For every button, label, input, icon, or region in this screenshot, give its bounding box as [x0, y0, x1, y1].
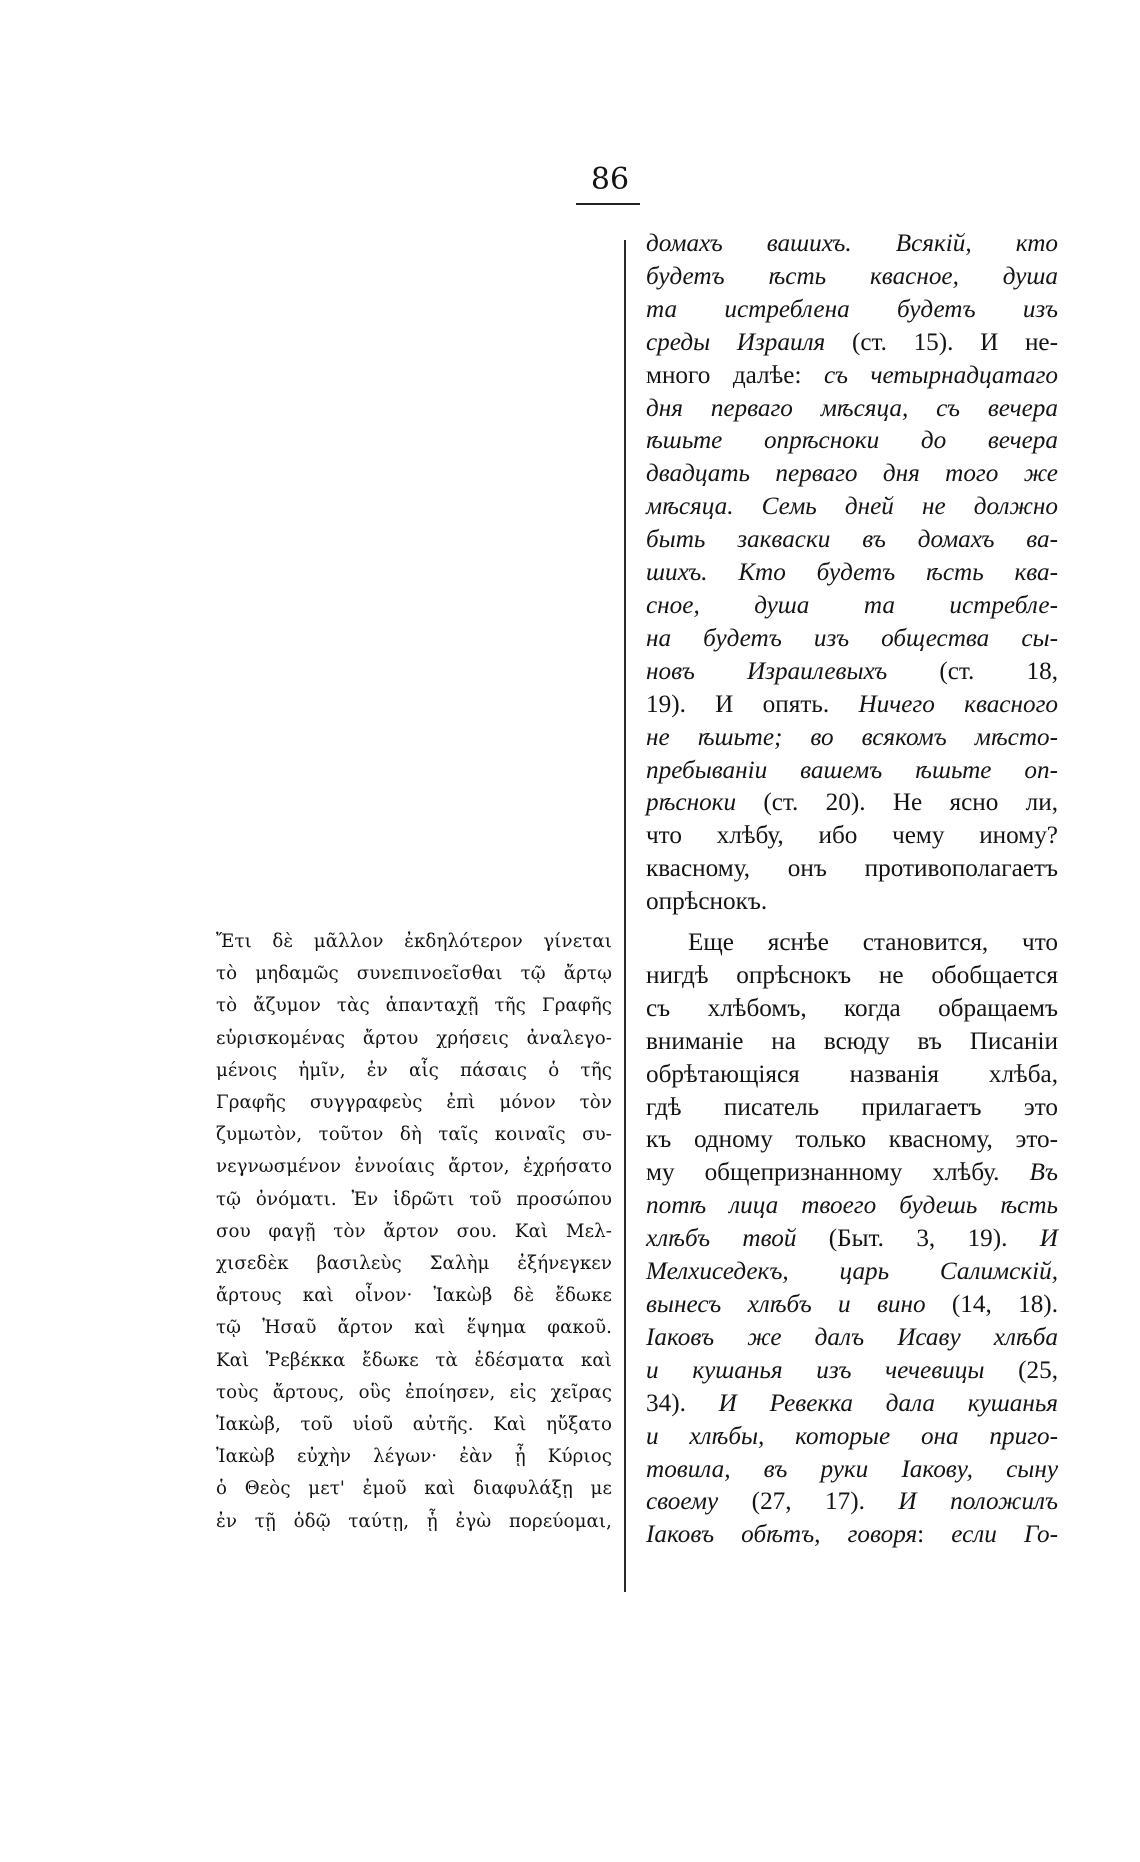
russian-text-line [646, 557, 1058, 590]
text-run: (ст. 20). Не ясно ли, [736, 789, 1058, 817]
italic-quotation: Мелхиседекъ, царь Салимскій, [646, 1258, 1058, 1286]
page-number: 86 [590, 162, 630, 197]
russian-text-line [646, 590, 1058, 623]
greek-text-line: τῷ ὀνόματι. Ἐν ἱδρῶτι τοῦ προσώπου [216, 1188, 612, 1210]
italic-quotation: вынесъ хлѣбъ и вино [646, 1291, 926, 1318]
text-run: (25, [984, 1356, 1059, 1384]
russian-text-line [646, 1421, 1058, 1454]
text-run: му общепризнанному хлѣбу. [646, 1159, 1030, 1187]
greek-text-line: μένοις ἡμῖν, ἐν αἷς πάσαις ὁ τῆς [216, 1059, 612, 1081]
greek-text-line: Ἔτι δὲ μᾶλλον ἐκδηλότερον γίνεται [216, 931, 612, 952]
text-run: опрѣснокъ. [646, 888, 768, 916]
page-number-underline [576, 203, 640, 205]
russian-text-line [646, 689, 1058, 722]
italic-quotation: и кушанья изъ чечевицы [646, 1356, 985, 1384]
russian-text-line [646, 1519, 1058, 1552]
italic-quotation: товила, въ руки Іакову, сыну [646, 1455, 1058, 1483]
paragraph-gap [646, 919, 1058, 927]
russian-text-line [646, 787, 1058, 820]
text-run: что хлѣбу, ибо чему иному? [646, 822, 1058, 850]
russian-text-line [646, 425, 1058, 458]
italic-quotation: пребываніи вашемъ ѣшьте оп- [646, 756, 1058, 784]
greek-text-line: τῷ Ἠσαῦ ἄρτον καὶ ἕψημα φακοῦ. [216, 1317, 612, 1339]
greek-text-line: ζυμωτὸν, τοῦτον δὴ ταῖς κοιναῖς συ- [216, 1124, 612, 1146]
italic-quotation: если Го- [951, 1521, 1058, 1549]
italic-quotation: И положилъ [898, 1488, 1058, 1516]
italic-quotation: Іаковъ обѣтъ, говоря [646, 1521, 918, 1549]
greek-text-line: Γραφῆς συγγραφεὺς ἐπὶ μόνον τὸν [216, 1092, 612, 1114]
russian-text-line [646, 927, 1058, 960]
greek-text-line: χισεδὲκ βασιλεὺς Σαλὴμ ἐξήνεγκεν [216, 1253, 612, 1275]
italic-quotation: будетъ ѣсть квасное, душа [646, 262, 1058, 290]
russian-text-line [646, 1157, 1058, 1190]
russian-text-line [646, 1223, 1058, 1256]
russian-text-line [646, 960, 1058, 993]
text-run: : [917, 1521, 952, 1549]
russian-text-line [646, 656, 1058, 689]
greek-text-line: εὑρισκομένας ἄρτου χρήσεις ἀναλεγο- [216, 1027, 612, 1049]
russian-text-column [646, 228, 1058, 1552]
text-run: квасному, онъ противополагаетъ [646, 855, 1058, 883]
italic-quotation: Іаковъ же далъ Исаву хлѣба [646, 1323, 1058, 1351]
italic-quotation: та истреблена будетъ изъ [646, 295, 1058, 323]
russian-text-line [646, 1355, 1058, 1388]
russian-text-line [646, 360, 1058, 393]
italic-quotation: и хлѣбы, которые она приго- [646, 1422, 1058, 1450]
russian-text-line [646, 1092, 1058, 1125]
italic-quotation: домахъ вашихъ. Всякій, кто [646, 230, 1058, 257]
italic-quotation: среды Израиля [646, 328, 826, 356]
italic-quotation: мѣсяца. Семь дней не должно [646, 493, 1058, 521]
russian-text-line [646, 1289, 1058, 1322]
russian-text-line [646, 722, 1058, 755]
text-run: (Быт. 3, 19). [796, 1225, 1040, 1253]
russian-text-line [646, 1124, 1058, 1157]
italic-quotation: хлѣбъ твой [646, 1225, 797, 1253]
russian-text-line [646, 1190, 1058, 1223]
text-run: (14, 18). [925, 1291, 1058, 1318]
russian-text-line [646, 261, 1058, 294]
greek-text-line: Ἰακὼβ εὐχὴν λέγων· ἐὰν ᾖ Κύριος [216, 1446, 612, 1468]
italic-quotation: двадцать перваго дня того же [646, 460, 1058, 488]
italic-quotation: И [1039, 1225, 1058, 1253]
text-run: гдѣ писатель прилагаетъ это [646, 1093, 1058, 1121]
italic-quotation: рѣсноки [646, 789, 737, 817]
russian-text-line [646, 1454, 1058, 1487]
russian-text-line [646, 458, 1058, 491]
italic-quotation: дня перваго мѣсяца, съ вечера [646, 394, 1058, 422]
greek-text-line: Ἰακὼβ, τοῦ υἱοῦ αὐτῆς. Καὶ ηὔξατο [216, 1414, 612, 1436]
italic-quotation: не ѣшьте; во всякомъ мѣсто- [646, 723, 1058, 751]
greek-text-line: ὁ Θεὸς μετ' ἐμοῦ καὶ διαφυλάξῃ με [216, 1478, 612, 1500]
russian-text-line [646, 491, 1058, 524]
russian-text-line [646, 755, 1058, 788]
russian-text-line [646, 1026, 1058, 1059]
russian-text-line [646, 1256, 1058, 1289]
greek-text-line: Καὶ Ῥεβέκκα ἔδωκε τὰ ἐδέσματα καὶ [216, 1349, 612, 1371]
text-run: нигдѣ опрѣснокъ не обобщается [646, 961, 1058, 989]
text-run: (27, 17). [718, 1488, 899, 1516]
greek-text-line: ἄρτους καὶ οἶνον· Ἰακὼβ δὲ ἔδωκε [216, 1285, 612, 1307]
text-run: (ст. 18, [887, 657, 1058, 685]
text-run: 34). [646, 1389, 719, 1417]
russian-text-line [646, 393, 1058, 426]
russian-text-line [646, 623, 1058, 656]
russian-text-line [646, 327, 1058, 360]
italic-quotation: съ четырнадцатаго [824, 361, 1058, 389]
russian-text-line [646, 1322, 1058, 1355]
greek-text-line: τοὺς ἄρτους, οὓς ἐποίησεν, εἰς χεῖρας [216, 1381, 612, 1403]
greek-text-line: σου φαγῇ τὸν ἄρτον σου. Καὶ Μελ- [216, 1220, 612, 1242]
russian-text-line [646, 886, 1058, 919]
italic-quotation: на будетъ изъ общества сы- [646, 624, 1058, 652]
text-run: (ст. 15). И не- [825, 328, 1058, 356]
greek-text-line: νεγνωσμένον ἐννοίαις ἄρτον, ἐχρήσατο [216, 1156, 612, 1178]
russian-text-line [646, 1059, 1058, 1092]
italic-quotation: сное, душа та истребле- [646, 591, 1058, 619]
greek-text-line: τὸ μηδαμῶς συνεπινοεῖσθαι τῷ ἄρτῳ [216, 963, 612, 985]
italic-quotation: шихъ. Кто будетъ ѣсть ква- [646, 559, 1058, 587]
russian-text-line [646, 993, 1058, 1026]
italic-quotation: своему [646, 1488, 719, 1516]
italic-quotation: ѣшьте опрѣсноки до вечера [646, 427, 1058, 455]
greek-text-line: ἐν τῇ ὁδῷ ταύτῃ, ᾗ ἐγὼ πορεύομαι, [216, 1510, 612, 1532]
russian-text-line [646, 524, 1058, 557]
text-run: 19). И опять. [646, 690, 859, 718]
greek-text-column [216, 926, 612, 1538]
text-run: много далѣе: [646, 361, 824, 389]
column-divider [624, 240, 626, 1592]
russian-text-line [646, 853, 1058, 886]
text-run: вниманіе на всюду въ Писаніи [646, 1027, 1058, 1055]
russian-text-line [646, 228, 1058, 261]
italic-quotation: быть закваски въ домахъ ва- [646, 526, 1058, 554]
text-run: къ одному только квасному, это- [646, 1126, 1058, 1154]
italic-quotation: И Ревекка дала кушанья [718, 1389, 1058, 1417]
russian-text-line [646, 1388, 1058, 1421]
italic-quotation: потѣ лица твоего будешь ѣсть [646, 1192, 1058, 1220]
greek-text-line: τὸ ἄζυμον τὰς ἁπανταχῇ τῆς Γραφῆς [216, 995, 612, 1017]
text-run: обрѣтающіяся названія хлѣба, [646, 1060, 1058, 1088]
russian-text-line [646, 1486, 1058, 1519]
italic-quotation: Въ [1029, 1159, 1058, 1187]
text-run: Еще яснѣе становится, что [688, 929, 1058, 957]
russian-text-line [646, 820, 1058, 853]
text-run: съ хлѣбомъ, когда обращаемъ [646, 994, 1058, 1022]
italic-quotation: новъ Израилевыхъ [646, 657, 888, 685]
italic-quotation: Ничего квасного [858, 690, 1058, 718]
russian-text-line [646, 294, 1058, 327]
